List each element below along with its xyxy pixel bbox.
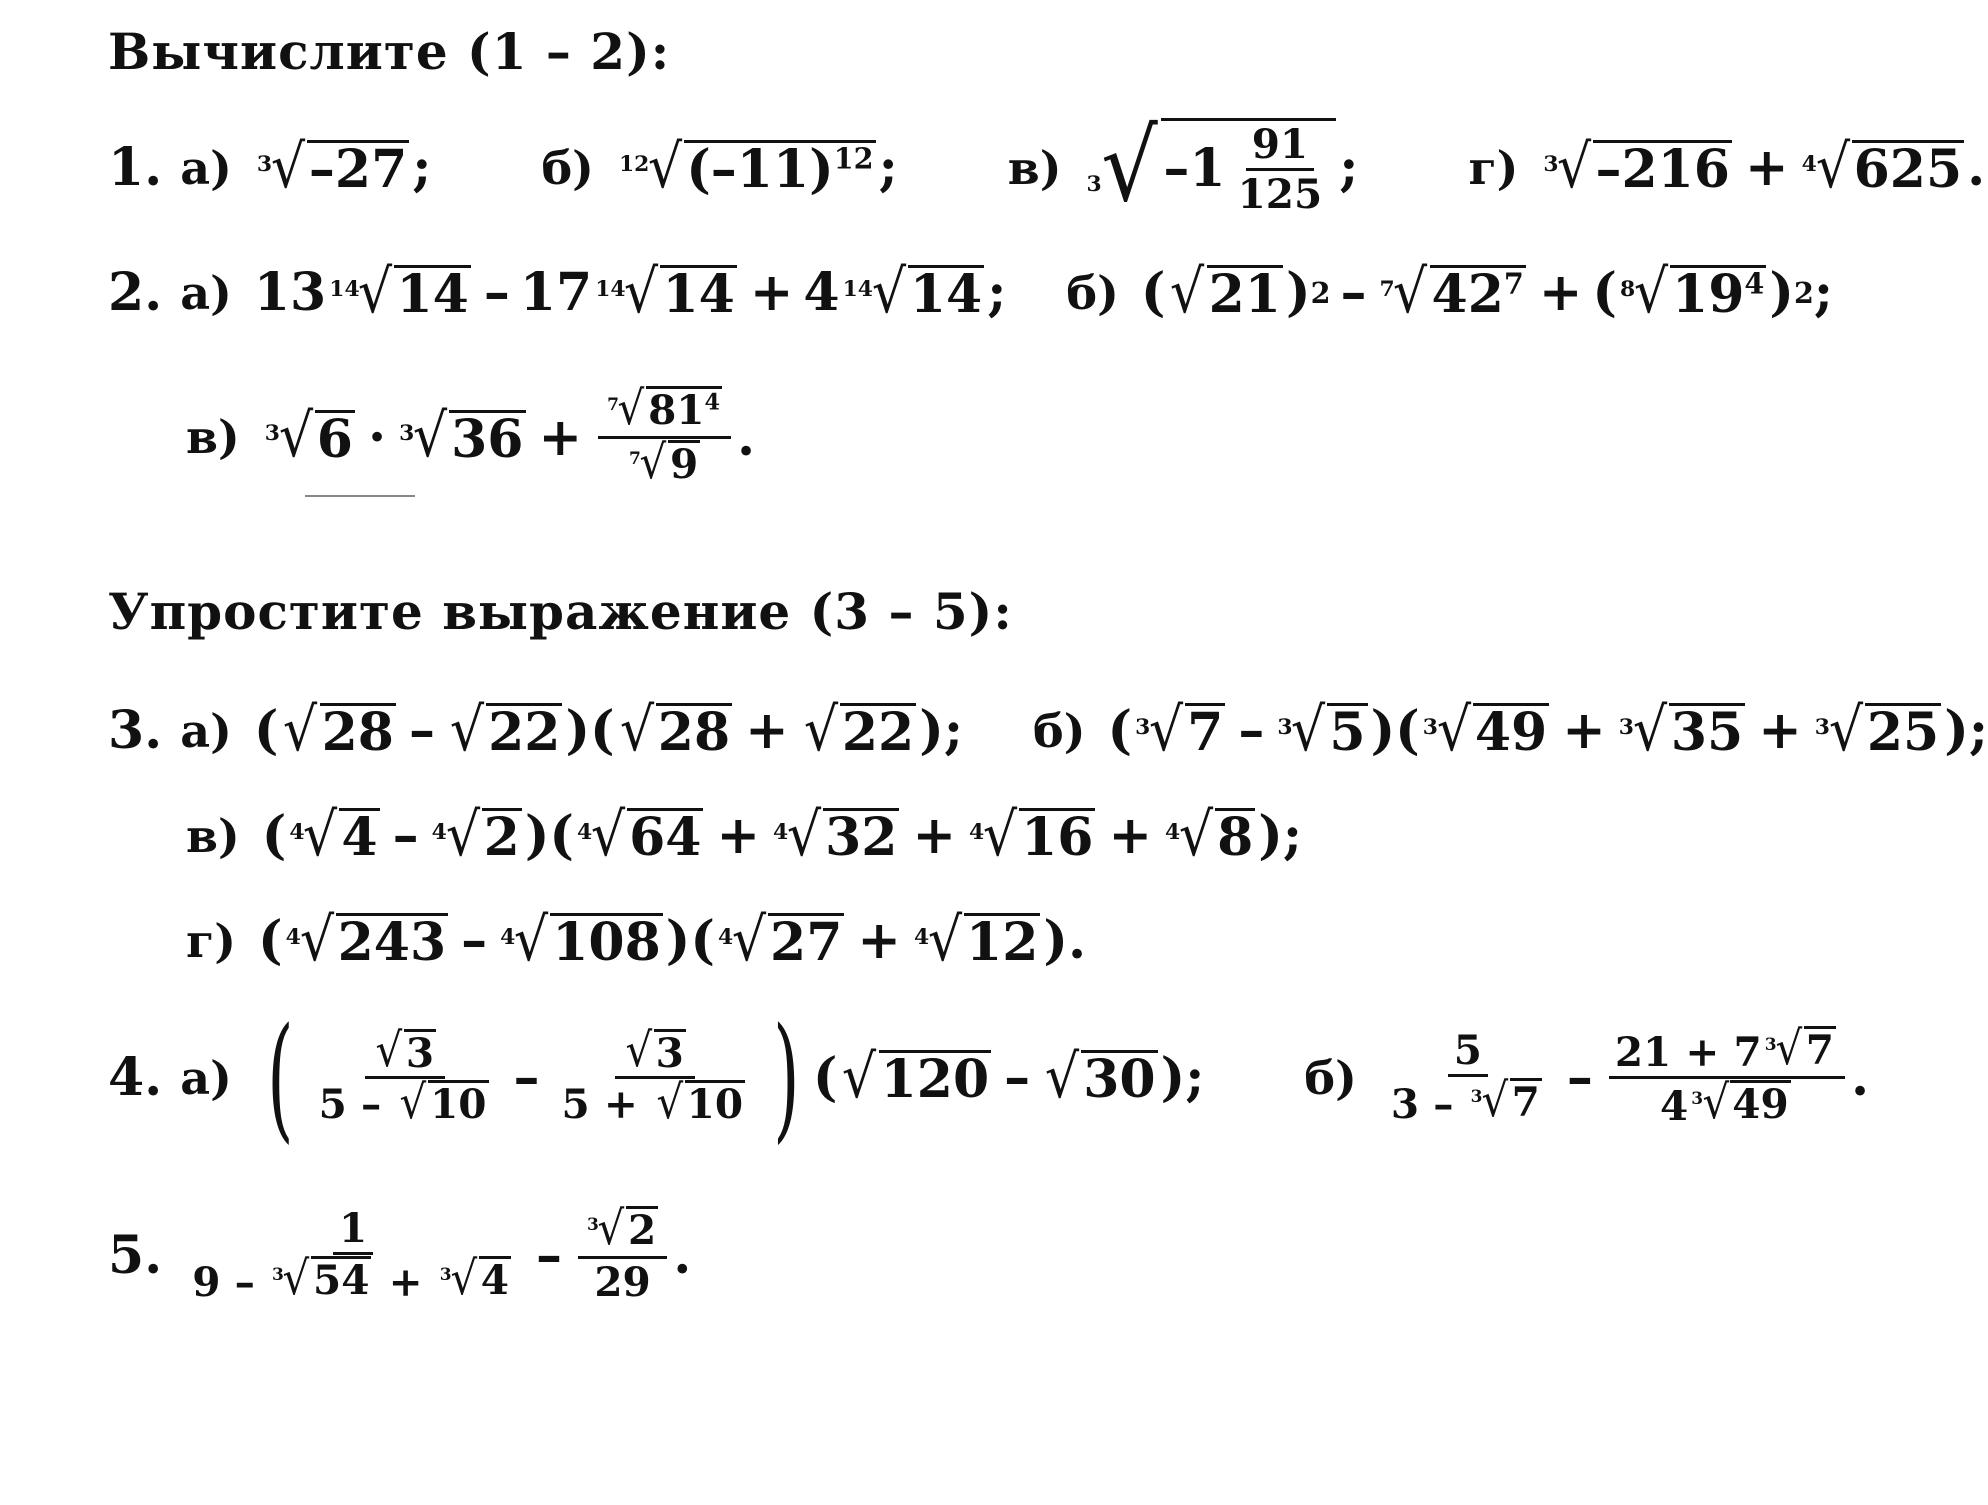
radical: 14 √ 14 <box>329 256 469 327</box>
radical: √ 28 <box>619 694 731 765</box>
problem-3c: в) ( 4 √ 4 – 4 √ 2 )( 4 √ 64 + 4 √ 32 + 4 √ 16 + 4 √ 8 ) ; <box>186 799 1303 870</box>
fraction: 3 √ 2 29 <box>578 1205 667 1305</box>
radical: 4 √ 625 <box>1801 131 1963 202</box>
item-label: а) <box>180 703 232 758</box>
radical: 14 √ 14 <box>595 256 735 327</box>
radical: 3 √ 35 <box>1618 694 1744 765</box>
item-label: б) <box>1304 1050 1357 1105</box>
problem-number: 4. <box>108 1047 163 1109</box>
problem-5: 5. 1 9 – 3 √ 54 + 3 √ 4 – 3 √ 2 29 . <box>108 1201 692 1306</box>
problem-3: 3. а) ( √ 28 – √ 22 )( √ 28 + √ 22 ) ; б) ( 3 √ 7 – 3 √ 5 )( 3 √ 49 + 3 √ 35 + 3 √ 25 ) ; <box>108 694 1988 765</box>
radical: 3 √ 6 <box>264 401 353 472</box>
item-label: а) <box>180 1050 232 1105</box>
radical: 3 √ 7 <box>1135 694 1224 765</box>
item-label: б) <box>1066 265 1119 320</box>
radical: √ 22 <box>803 694 915 765</box>
item-label: г) <box>1468 140 1519 195</box>
problem-2c: в) 3 √ 6 · 3 √ 36 + 7 √ $81^4$ 7 √ 9 . <box>186 381 756 489</box>
radical: 14 √ 14 <box>842 256 983 327</box>
heading-simplify: Упростите выражение (3 – 5): <box>108 582 1013 641</box>
radical: 3 √ –27 <box>256 131 408 202</box>
radical: 4 √ 108 <box>500 904 661 975</box>
radical: 4 √ 64 <box>577 799 702 870</box>
fraction: 7 √ $81^4$ 7 √ 9 <box>598 385 731 489</box>
item-label: в) <box>186 808 240 863</box>
radical: 4 √ 8 <box>1165 799 1254 870</box>
problem-number: 5. <box>108 1224 163 1286</box>
radical: 3 √ –1 $\frac{91}{125}$ <box>1087 118 1337 217</box>
radical: 3 √ –216 <box>1543 131 1730 202</box>
radical: 4 √ 32 <box>773 799 898 870</box>
radical: √ 22 <box>449 694 561 765</box>
radical: 4 √ 16 <box>969 799 1094 870</box>
item-label: а) <box>180 265 232 320</box>
radical: 3 √ 49 <box>1422 694 1548 765</box>
fraction: 21 + 7 3 √ 7 4 3 √ 49 <box>1609 1025 1845 1129</box>
problem-3d: г) ( 4 √ 243 – 4 √ 108 )( 4 √ 27 + 4 √ 12 ) . <box>186 904 1087 975</box>
radical: √ 21 <box>1170 256 1281 327</box>
radical: 7 √ $42^7$ <box>1379 256 1524 327</box>
fraction: 1 9 – 3 √ 54 + 3 √ 4 <box>192 1204 509 1306</box>
radical: 4 √ 243 <box>285 904 447 975</box>
radical: 4 √ 27 <box>717 904 843 975</box>
radical: √ 28 <box>283 694 394 765</box>
radical: 4 √ 4 <box>289 799 378 870</box>
item-label: б) <box>1033 703 1086 758</box>
fraction: 5 3 – 3 √ 7 <box>1390 1026 1540 1129</box>
item-label: г) <box>186 913 236 968</box>
problem-2: 2. а) 13 14 √ 14 – 17 14 √ 14 + 4 14 √ 14 ; б) ( √ 21 ) 2 – 7 √ $42^7$ + ( 8 √ $19^4$ ) 2 ; <box>108 256 1834 327</box>
fraction: √ 3 5 – √ 10 <box>318 1023 487 1130</box>
problem-number: 2. <box>108 262 163 323</box>
problem-number: 1. <box>108 137 163 199</box>
item-label: в) <box>186 410 240 465</box>
pencil-mark <box>305 495 415 497</box>
problem-4: 4. а) ( √ 3 5 – √ 10 – √ 3 5 + √ 10 ) ( √ 120 – √ 30 ) ; б) 5 3 – 3 √ 7 – 21 + 7 3 √ 7 4 3 √ 49 . <box>108 999 1870 1156</box>
radical: √ 30 <box>1045 1041 1156 1112</box>
item-label: а) <box>180 140 232 195</box>
item-label: б) <box>541 140 594 195</box>
radical: 3 √ 36 <box>399 401 524 472</box>
radical: 4 √ 12 <box>913 904 1039 975</box>
radical: 12 √ $(-11)^{12}$ <box>618 131 874 202</box>
radical: √ 120 <box>842 1041 990 1112</box>
item-label: в) <box>1007 140 1062 195</box>
fraction: √ 3 5 + √ 10 <box>561 1023 744 1130</box>
problem-number: 3. <box>108 700 163 761</box>
radical: 3 √ 25 <box>1814 694 1940 765</box>
radical: 3 √ 5 <box>1277 694 1366 765</box>
problem-1: 1. а) 3 √ –27 ; б) 12 √ $(-11)^{12}$ ; в) 3 √ –1 $\frac{91}{125}$ ; г) 3 √ –216 + 4 √ 625 . <box>108 109 1986 225</box>
radical: 8 √ $19^4$ <box>1620 256 1765 327</box>
radical: 4 √ 2 <box>431 799 520 870</box>
heading-compute: Вычислите (1 – 2): <box>108 22 671 81</box>
